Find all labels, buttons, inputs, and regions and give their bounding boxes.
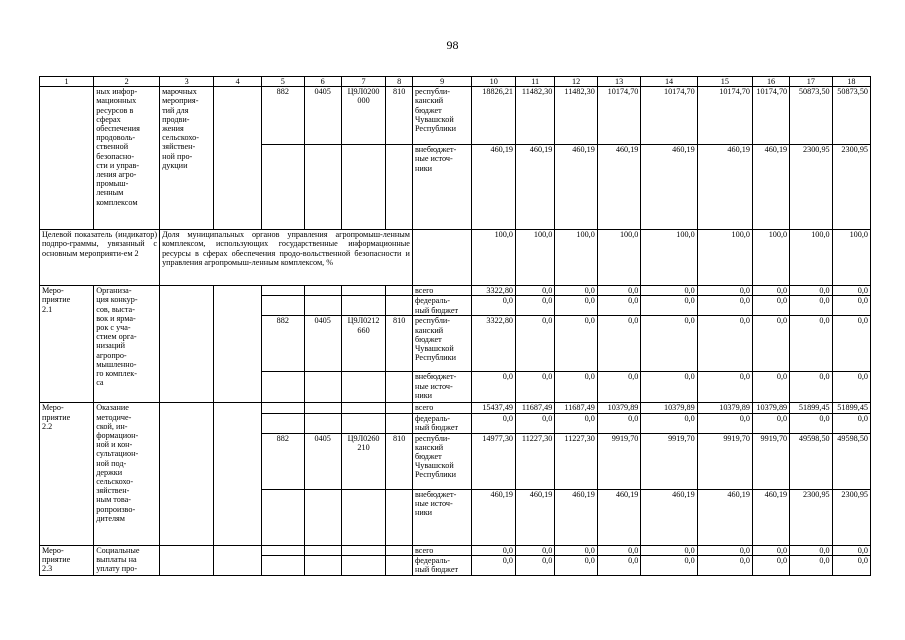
value-cell: 0,0 xyxy=(752,316,789,372)
indicator-text-cell: Доля муниципальных органов управления агропромыш-ленным комплексом, использующих государственные информационные ресурсы в сферах обеспечения продо-вольственной безопасности и управления агропромыш-ленным комплексом, % xyxy=(160,230,413,286)
value-cell: 460,19 xyxy=(516,489,555,545)
grbs-cell: 882 xyxy=(262,87,305,145)
value-cell: 51899,45 xyxy=(790,403,833,413)
value-cell: 0,0 xyxy=(641,286,697,296)
column-number-header: 1 xyxy=(40,77,94,87)
table-row xyxy=(40,545,871,555)
column-number-header: 16 xyxy=(752,77,789,87)
column-number-header: 17 xyxy=(790,77,833,87)
value-cell: 0,0 xyxy=(597,545,641,555)
value-cell: 11227,30 xyxy=(555,433,598,489)
value-cell: 460,19 xyxy=(752,489,789,545)
column-number-header: 8 xyxy=(386,77,413,87)
value-cell: 10379,89 xyxy=(697,403,752,413)
value-cell: 0,0 xyxy=(752,372,789,403)
measure-code-cell: Меро- приятие 2.3 xyxy=(40,545,94,575)
measure-code-cell: Меро- приятие 2.1 xyxy=(40,286,94,403)
value-cell: 0,0 xyxy=(516,286,555,296)
value-cell: 0,0 xyxy=(472,413,516,433)
table-cell xyxy=(262,489,305,545)
csr-cell: Ц9Л0200 000 xyxy=(341,87,386,145)
value-cell: 0,0 xyxy=(697,545,752,555)
table-cell xyxy=(262,403,305,413)
value-cell: 0,0 xyxy=(697,413,752,433)
header-row xyxy=(40,77,871,87)
value-cell: 0,0 xyxy=(697,296,752,316)
table-cell xyxy=(341,489,386,545)
table-cell xyxy=(262,413,305,433)
value-cell: 9919,70 xyxy=(597,433,641,489)
value-cell: 0,0 xyxy=(641,555,697,575)
budget-table xyxy=(39,76,871,576)
measure-name-cell: Оказание методиче- ской, ин- формацион- ной и кон- сультацион- ной под- держки сельскохо- зяйствен- ным това- ропроизво- дителям xyxy=(94,403,160,545)
value-cell: 0,0 xyxy=(832,555,870,575)
source-cell: республи- канский бюджет Чувашской Республики xyxy=(412,87,472,145)
vr-cell: 810 xyxy=(386,433,413,489)
value-cell: 0,0 xyxy=(641,545,697,555)
value-cell: 460,19 xyxy=(555,145,598,230)
column-number-header: 4 xyxy=(214,77,262,87)
value-cell: 9919,70 xyxy=(752,433,789,489)
value-cell: 0,0 xyxy=(516,316,555,372)
value-cell: 50873,50 xyxy=(832,87,870,145)
grbs-cell: 882 xyxy=(262,433,305,489)
value-cell: 3322,80 xyxy=(472,316,516,372)
table-cell xyxy=(386,296,413,316)
value-cell: 0,0 xyxy=(555,555,598,575)
value-cell: 11687,49 xyxy=(555,403,598,413)
table-cell xyxy=(341,555,386,575)
value-cell: 0,0 xyxy=(472,545,516,555)
column-number-header: 5 xyxy=(262,77,305,87)
value-cell: 2300,95 xyxy=(832,489,870,545)
measure-name-cell: Социальные выплаты на уплату про- xyxy=(94,545,160,575)
value-cell: 0,0 xyxy=(752,296,789,316)
value-cell: 0,0 xyxy=(832,316,870,372)
table-cell xyxy=(262,372,305,403)
value-cell: 0,0 xyxy=(790,372,833,403)
value-cell: 460,19 xyxy=(752,145,789,230)
value-cell: 460,19 xyxy=(697,145,752,230)
value-cell: 0,0 xyxy=(832,372,870,403)
table-cell xyxy=(341,403,386,413)
rzpr-cell: 0405 xyxy=(304,433,341,489)
table-cell xyxy=(304,296,341,316)
source-cell: внебюджет- ные источ- ники xyxy=(412,489,472,545)
measure-name-cell: ных инфор- мационных ресурсов в сферах обеспечения продоволь- ственной безопасно- сти и управ- ления агро- промыш- ленным комплексом xyxy=(94,87,160,230)
table-cell xyxy=(262,555,305,575)
value-cell: 0,0 xyxy=(697,286,752,296)
value-cell: 460,19 xyxy=(597,489,641,545)
column-number-header: 11 xyxy=(516,77,555,87)
value-cell: 0,0 xyxy=(597,316,641,372)
column-number-header: 15 xyxy=(697,77,752,87)
table-cell xyxy=(386,372,413,403)
column-number-header: 3 xyxy=(160,77,214,87)
value-cell: 0,0 xyxy=(790,286,833,296)
value-cell: 2300,95 xyxy=(790,145,833,230)
value-cell: 460,19 xyxy=(641,145,697,230)
value-cell: 0,0 xyxy=(697,316,752,372)
table-cell xyxy=(304,372,341,403)
value-cell: 10174,70 xyxy=(597,87,641,145)
table-cell xyxy=(386,413,413,433)
value-cell: 0,0 xyxy=(790,413,833,433)
measure-code-cell: Меро- приятие 2.2 xyxy=(40,403,94,545)
value-cell: 100,0 xyxy=(597,230,641,286)
vr-cell: 810 xyxy=(386,87,413,145)
value-cell: 10379,89 xyxy=(752,403,789,413)
column-number-header: 10 xyxy=(472,77,516,87)
value-cell: 0,0 xyxy=(597,413,641,433)
value-cell: 0,0 xyxy=(752,545,789,555)
csr-cell: Ц9Л0212 660 xyxy=(341,316,386,372)
source-cell: федераль- ный бюджет xyxy=(412,555,472,575)
value-cell: 51899,45 xyxy=(832,403,870,413)
table-cell xyxy=(304,489,341,545)
value-cell: 11687,49 xyxy=(516,403,555,413)
indicator-row xyxy=(40,230,871,286)
value-cell: 2300,95 xyxy=(832,145,870,230)
value-cell: 0,0 xyxy=(832,413,870,433)
table-cell xyxy=(214,545,262,575)
table-cell xyxy=(386,286,413,296)
table-cell xyxy=(341,145,386,230)
value-cell: 0,0 xyxy=(790,296,833,316)
page-number: 98 xyxy=(446,38,459,52)
rzpr-cell: 0405 xyxy=(304,316,341,372)
value-cell: 460,19 xyxy=(472,489,516,545)
measure-name-cell: Организа- ция конкур- сов, выста- вок и ярма- рок с уча- стием орга- низаций агропро- мышленно- го комплек- са xyxy=(94,286,160,403)
value-cell: 0,0 xyxy=(516,545,555,555)
value-cell: 460,19 xyxy=(516,145,555,230)
value-cell: 0,0 xyxy=(555,286,598,296)
table-cell xyxy=(304,286,341,296)
table-row xyxy=(40,403,871,413)
table-cell xyxy=(304,555,341,575)
table-cell xyxy=(304,413,341,433)
value-cell: 11482,30 xyxy=(516,87,555,145)
table-cell xyxy=(341,413,386,433)
source-cell: всего xyxy=(412,286,472,296)
table-cell xyxy=(341,372,386,403)
column-number-header: 2 xyxy=(94,77,160,87)
value-cell: 0,0 xyxy=(641,296,697,316)
csr-cell: Ц9Л0260 210 xyxy=(341,433,386,489)
value-cell: 2300,95 xyxy=(790,489,833,545)
value-cell: 460,19 xyxy=(641,489,697,545)
value-cell: 0,0 xyxy=(752,413,789,433)
goal-cell xyxy=(214,87,262,230)
table-cell xyxy=(386,555,413,575)
table-cell xyxy=(160,545,214,575)
column-number-header: 9 xyxy=(412,77,472,87)
rzpr-cell: 0405 xyxy=(304,87,341,145)
measure-code-cell xyxy=(40,87,94,230)
value-cell: 3322,80 xyxy=(472,286,516,296)
column-number-header: 7 xyxy=(341,77,386,87)
vr-cell: 810 xyxy=(386,316,413,372)
value-cell: 10174,70 xyxy=(752,87,789,145)
value-cell: 0,0 xyxy=(697,372,752,403)
table-cell xyxy=(262,145,305,230)
value-cell: 50873,50 xyxy=(790,87,833,145)
table-cell xyxy=(262,545,305,555)
value-cell: 0,0 xyxy=(597,555,641,575)
source-cell: республи- канский бюджет Чувашской Республики xyxy=(412,433,472,489)
value-cell: 0,0 xyxy=(472,555,516,575)
value-cell: 0,0 xyxy=(752,286,789,296)
value-cell: 0,0 xyxy=(516,413,555,433)
value-cell: 100,0 xyxy=(697,230,752,286)
value-cell: 11482,30 xyxy=(555,87,598,145)
table-cell xyxy=(386,545,413,555)
value-cell: 11227,30 xyxy=(516,433,555,489)
value-cell: 18826,21 xyxy=(472,87,516,145)
value-cell: 100,0 xyxy=(516,230,555,286)
value-cell: 100,0 xyxy=(790,230,833,286)
column-number-header: 12 xyxy=(555,77,598,87)
value-cell: 0,0 xyxy=(697,555,752,575)
value-cell: 0,0 xyxy=(752,555,789,575)
value-cell: 10174,70 xyxy=(641,87,697,145)
value-cell: 460,19 xyxy=(597,145,641,230)
indicator-label-cell: Целевой показатель (индикатор) подпро-граммы, увязанный с основным мероприяти-ем 2 xyxy=(40,230,160,286)
value-cell: 100,0 xyxy=(641,230,697,286)
value-cell: 0,0 xyxy=(516,372,555,403)
value-cell: 460,19 xyxy=(472,145,516,230)
value-cell: 49598,50 xyxy=(790,433,833,489)
value-cell: 0,0 xyxy=(641,413,697,433)
value-cell: 0,0 xyxy=(597,286,641,296)
table-cell xyxy=(341,545,386,555)
table-cell xyxy=(341,296,386,316)
value-cell: 10379,89 xyxy=(597,403,641,413)
value-cell: 0,0 xyxy=(472,296,516,316)
source-cell: внебюджет- ные источ- ники xyxy=(412,372,472,403)
value-cell: 10174,70 xyxy=(697,87,752,145)
column-number-header: 18 xyxy=(832,77,870,87)
table-cell xyxy=(386,489,413,545)
value-cell: 0,0 xyxy=(790,316,833,372)
value-cell: 10379,89 xyxy=(641,403,697,413)
source-cell: всего xyxy=(412,403,472,413)
value-cell: 0,0 xyxy=(790,545,833,555)
value-cell: 0,0 xyxy=(555,316,598,372)
value-cell: 0,0 xyxy=(555,296,598,316)
value-cell: 9919,70 xyxy=(697,433,752,489)
table-cell xyxy=(304,145,341,230)
executor-cell xyxy=(160,403,214,545)
value-cell: 0,0 xyxy=(832,286,870,296)
goal-cell xyxy=(214,286,262,403)
value-cell: 49598,50 xyxy=(832,433,870,489)
value-cell: 0,0 xyxy=(832,296,870,316)
value-cell: 0,0 xyxy=(790,555,833,575)
column-number-header: 13 xyxy=(597,77,641,87)
value-cell: 0,0 xyxy=(641,372,697,403)
executor-cell xyxy=(160,286,214,403)
source-cell xyxy=(412,230,472,286)
table-cell xyxy=(262,296,305,316)
table-row xyxy=(40,286,871,296)
value-cell: 0,0 xyxy=(641,316,697,372)
source-cell: внебюджет- ные источ- ники xyxy=(412,145,472,230)
value-cell: 14977,30 xyxy=(472,433,516,489)
value-cell: 0,0 xyxy=(555,372,598,403)
table-cell xyxy=(304,545,341,555)
executor-cell: марочных мероприя- тий для продви- жения сельскохо- зяйствен- ной про- дукции xyxy=(160,87,214,230)
table-cell xyxy=(262,286,305,296)
source-cell: всего xyxy=(412,545,472,555)
value-cell: 15437,49 xyxy=(472,403,516,413)
value-cell: 0,0 xyxy=(555,413,598,433)
value-cell: 100,0 xyxy=(832,230,870,286)
value-cell: 100,0 xyxy=(752,230,789,286)
table-cell xyxy=(386,403,413,413)
column-number-header: 14 xyxy=(641,77,697,87)
value-cell: 0,0 xyxy=(516,296,555,316)
value-cell: 460,19 xyxy=(697,489,752,545)
source-cell: федераль- ный бюджет xyxy=(412,296,472,316)
value-cell: 460,19 xyxy=(555,489,598,545)
value-cell: 9919,70 xyxy=(641,433,697,489)
table-cell xyxy=(341,286,386,296)
grbs-cell: 882 xyxy=(262,316,305,372)
goal-cell xyxy=(214,403,262,545)
source-cell: федераль- ный бюджет xyxy=(412,413,472,433)
value-cell: 0,0 xyxy=(597,372,641,403)
table-row xyxy=(40,87,871,145)
value-cell: 100,0 xyxy=(472,230,516,286)
table-cell xyxy=(304,403,341,413)
source-cell: республи- канский бюджет Чувашской Республики xyxy=(412,316,472,372)
value-cell: 0,0 xyxy=(472,372,516,403)
value-cell: 0,0 xyxy=(516,555,555,575)
value-cell: 0,0 xyxy=(555,545,598,555)
value-cell: 100,0 xyxy=(555,230,598,286)
value-cell: 0,0 xyxy=(597,296,641,316)
table-cell xyxy=(386,145,413,230)
value-cell: 0,0 xyxy=(832,545,870,555)
column-number-header: 6 xyxy=(304,77,341,87)
